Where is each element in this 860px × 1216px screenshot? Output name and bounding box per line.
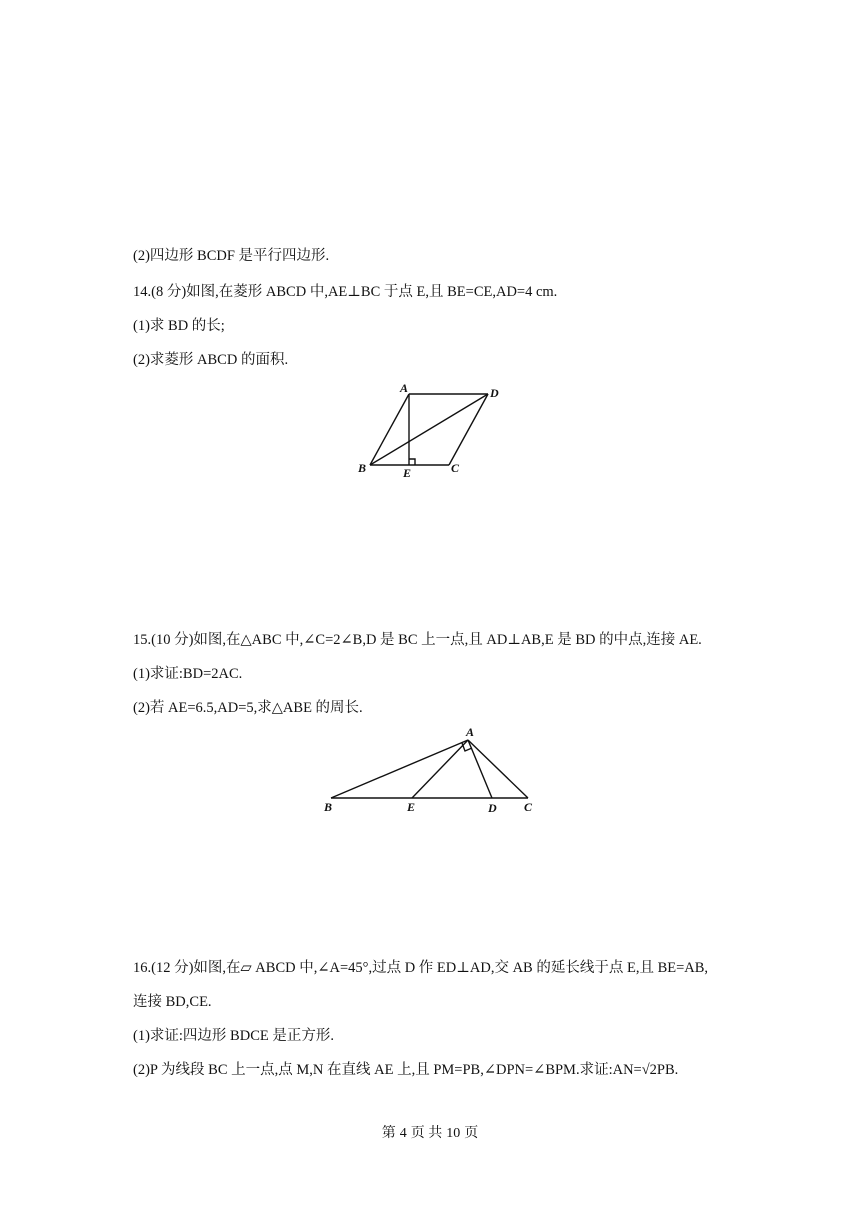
q16-part2: (2)P 为线段 BC 上一点,点 M,N 在直线 AE 上,且 PM=PB,∠DPN=∠BPM.求证:AN=√2PB. (133, 1062, 679, 1078)
footer-suffix: 页 (464, 1126, 479, 1141)
rhombus-figure (350, 382, 510, 482)
label-E: E (403, 466, 412, 480)
q16-part1: (1)求证:四边形 BDCE 是正方形. (133, 1028, 334, 1044)
q16-stem-a: 16.(12 分)如图,在▱ ABCD 中,∠A=45°,过点 D 作 ED⊥AD,交 AB 的延长线于点 E,且 BE=AB, (133, 960, 709, 976)
triangle-figure (320, 724, 545, 816)
footer-mid: 页 共 (410, 1126, 443, 1141)
q15-part1: (1)求证:BD=2AC. (133, 666, 243, 682)
q16-stem-b: 连接 BD,CE. (133, 994, 212, 1010)
label-E: E (407, 800, 416, 814)
q13-part2: (2)四边形 BCDF 是平行四边形. (133, 248, 330, 264)
label-A: A (400, 382, 409, 395)
q15-part2: (2)若 AE=6.5,AD=5,求△ABE 的周长. (133, 700, 363, 716)
q14-stem: 14.(8 分)如图,在菱形 ABCD 中,AE⊥BC 于点 E,且 BE=CE,AD=4 cm. (133, 284, 558, 300)
footer-prefix: 第 (381, 1126, 396, 1141)
label-B: B (324, 800, 333, 814)
label-B: B (358, 461, 367, 475)
label-A: A (466, 725, 475, 739)
label-D: D (488, 801, 497, 815)
q14-part2: (2)求菱形 ABCD 的面积. (133, 352, 289, 368)
label-C: C (451, 461, 460, 475)
label-C: C (524, 800, 533, 814)
q15-stem: 15.(10 分)如图,在△ABC 中,∠C=2∠B,D 是 BC 上一点,且 AD⊥AB,E 是 BD 的中点,连接 AE. (133, 632, 702, 648)
page-footer (0, 1124, 860, 1144)
label-D: D (490, 386, 499, 400)
footer-total: 10 (446, 1126, 461, 1141)
footer-page: 4 (399, 1126, 407, 1141)
q14-part1: (1)求 BD 的长; (133, 318, 225, 334)
